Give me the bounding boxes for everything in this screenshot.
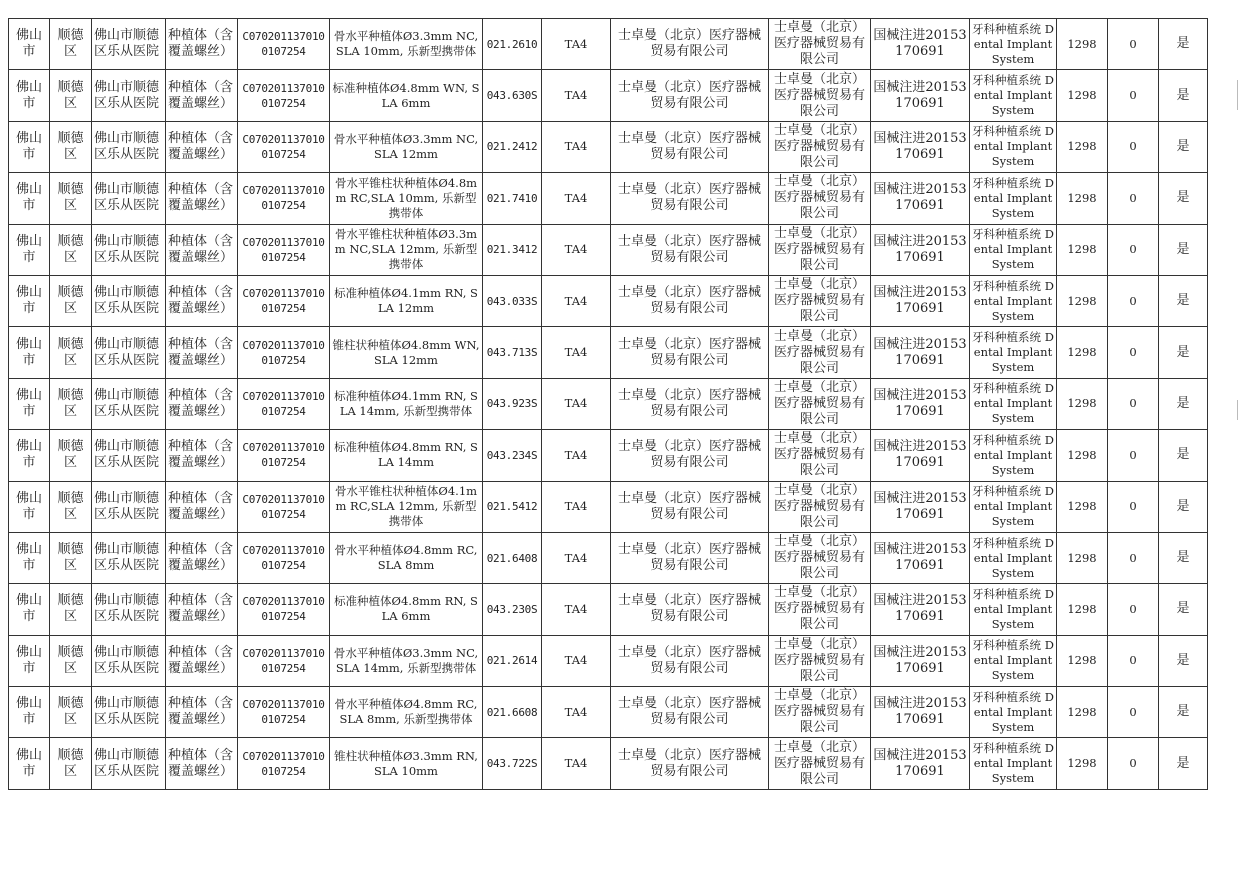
cell-price: 1298 bbox=[1057, 327, 1108, 378]
cell-city: 佛山市 bbox=[9, 481, 50, 532]
cell-flag: 是 bbox=[1159, 70, 1208, 121]
cell-category: 种植体（含覆盖螺丝） bbox=[166, 224, 238, 275]
cell-flag: 是 bbox=[1159, 19, 1208, 70]
cell-qty: 0 bbox=[1108, 378, 1159, 429]
cell-registrant: 士卓曼（北京）医疗器械贸易有限公司 bbox=[769, 224, 871, 275]
cell-spec: TA4 bbox=[542, 70, 611, 121]
cell-city: 佛山市 bbox=[9, 327, 50, 378]
cell-qty: 0 bbox=[1108, 173, 1159, 224]
cell-model: 标准种植体Ø4.1mm RN, SLA 14mm, 乐新型携带体 bbox=[330, 378, 483, 429]
cell-qty: 0 bbox=[1108, 738, 1159, 789]
cell-registrant: 士卓曼（北京）医疗器械贸易有限公司 bbox=[769, 19, 871, 70]
table-row bbox=[9, 121, 1208, 172]
cell-item-no: 043.230S bbox=[483, 584, 542, 635]
cell-city: 佛山市 bbox=[9, 532, 50, 583]
cell-qty: 0 bbox=[1108, 224, 1159, 275]
cell-item-no: 021.2412 bbox=[483, 121, 542, 172]
cell-city: 佛山市 bbox=[9, 70, 50, 121]
cell-product: 牙科种植系统 Dental Implant System bbox=[970, 738, 1057, 789]
cell-model: 标准种植体Ø4.1mm RN, SLA 12mm bbox=[330, 275, 483, 326]
table-row bbox=[9, 19, 1208, 70]
cell-category: 种植体（含覆盖螺丝） bbox=[166, 378, 238, 429]
cell-reg-no: 国械注进20153170691 bbox=[871, 738, 970, 789]
cell-manufacturer: 士卓曼（北京）医疗器械贸易有限公司 bbox=[611, 224, 769, 275]
cell-item-no: 021.7410 bbox=[483, 173, 542, 224]
cell-reg-no: 国械注进20153170691 bbox=[871, 275, 970, 326]
cell-item-no: 021.5412 bbox=[483, 481, 542, 532]
cell-manufacturer: 士卓曼（北京）医疗器械贸易有限公司 bbox=[611, 378, 769, 429]
cell-hospital: 佛山市顺德区乐从医院 bbox=[92, 635, 166, 686]
cell-spec: TA4 bbox=[542, 430, 611, 481]
cell-product: 牙科种植系统 Dental Implant System bbox=[970, 430, 1057, 481]
cell-registrant: 士卓曼（北京）医疗器械贸易有限公司 bbox=[769, 687, 871, 738]
table-row bbox=[9, 378, 1208, 429]
cell-code: C0702011370100107254 bbox=[238, 635, 330, 686]
cell-product: 牙科种植系统 Dental Implant System bbox=[970, 378, 1057, 429]
cell-city: 佛山市 bbox=[9, 275, 50, 326]
cell-city: 佛山市 bbox=[9, 173, 50, 224]
cell-hospital: 佛山市顺德区乐从医院 bbox=[92, 584, 166, 635]
cell-reg-no: 国械注进20153170691 bbox=[871, 70, 970, 121]
cell-model: 标准种植体Ø4.8mm RN, SLA 14mm bbox=[330, 430, 483, 481]
cell-district: 顺德区 bbox=[50, 430, 92, 481]
cell-item-no: 021.3412 bbox=[483, 224, 542, 275]
table-row bbox=[9, 224, 1208, 275]
table-row bbox=[9, 327, 1208, 378]
cell-hospital: 佛山市顺德区乐从医院 bbox=[92, 121, 166, 172]
cell-price: 1298 bbox=[1057, 173, 1108, 224]
cell-category: 种植体（含覆盖螺丝） bbox=[166, 70, 238, 121]
cell-item-no: 043.630S bbox=[483, 70, 542, 121]
cell-category: 种植体（含覆盖螺丝） bbox=[166, 327, 238, 378]
cell-hospital: 佛山市顺德区乐从医院 bbox=[92, 738, 166, 789]
cell-hospital: 佛山市顺德区乐从医院 bbox=[92, 19, 166, 70]
cell-spec: TA4 bbox=[542, 275, 611, 326]
cell-city: 佛山市 bbox=[9, 687, 50, 738]
cell-manufacturer: 士卓曼（北京）医疗器械贸易有限公司 bbox=[611, 327, 769, 378]
cell-reg-no: 国械注进20153170691 bbox=[871, 224, 970, 275]
cell-category: 种植体（含覆盖螺丝） bbox=[166, 19, 238, 70]
cell-qty: 0 bbox=[1108, 275, 1159, 326]
cell-qty: 0 bbox=[1108, 327, 1159, 378]
cell-price: 1298 bbox=[1057, 70, 1108, 121]
cell-manufacturer: 士卓曼（北京）医疗器械贸易有限公司 bbox=[611, 70, 769, 121]
cell-model: 骨水平锥柱状种植体Ø4.8mm RC,SLA 10mm, 乐新型携带体 bbox=[330, 173, 483, 224]
cell-flag: 是 bbox=[1159, 327, 1208, 378]
cell-hospital: 佛山市顺德区乐从医院 bbox=[92, 224, 166, 275]
cell-item-no: 043.033S bbox=[483, 275, 542, 326]
cell-item-no: 021.2610 bbox=[483, 19, 542, 70]
procurement-table bbox=[8, 18, 1208, 790]
cell-manufacturer: 士卓曼（北京）医疗器械贸易有限公司 bbox=[611, 532, 769, 583]
cell-model: 标准种植体Ø4.8mm RN, SLA 6mm bbox=[330, 584, 483, 635]
cell-hospital: 佛山市顺德区乐从医院 bbox=[92, 173, 166, 224]
cell-product: 牙科种植系统 Dental Implant System bbox=[970, 121, 1057, 172]
cell-spec: TA4 bbox=[542, 173, 611, 224]
cell-spec: TA4 bbox=[542, 635, 611, 686]
cell-spec: TA4 bbox=[542, 19, 611, 70]
cell-product: 牙科种植系统 Dental Implant System bbox=[970, 19, 1057, 70]
cell-price: 1298 bbox=[1057, 584, 1108, 635]
cell-spec: TA4 bbox=[542, 532, 611, 583]
cell-reg-no: 国械注进20153170691 bbox=[871, 19, 970, 70]
cell-qty: 0 bbox=[1108, 584, 1159, 635]
cell-registrant: 士卓曼（北京）医疗器械贸易有限公司 bbox=[769, 430, 871, 481]
cell-category: 种植体（含覆盖螺丝） bbox=[166, 635, 238, 686]
cell-registrant: 士卓曼（北京）医疗器械贸易有限公司 bbox=[769, 532, 871, 583]
cell-manufacturer: 士卓曼（北京）医疗器械贸易有限公司 bbox=[611, 584, 769, 635]
cell-product: 牙科种植系统 Dental Implant System bbox=[970, 532, 1057, 583]
cell-flag: 是 bbox=[1159, 430, 1208, 481]
cell-category: 种植体（含覆盖螺丝） bbox=[166, 173, 238, 224]
cell-item-no: 021.6608 bbox=[483, 687, 542, 738]
cell-city: 佛山市 bbox=[9, 19, 50, 70]
table-body bbox=[9, 19, 1208, 790]
cell-item-no: 043.234S bbox=[483, 430, 542, 481]
cell-code: C0702011370100107254 bbox=[238, 121, 330, 172]
cell-price: 1298 bbox=[1057, 532, 1108, 583]
cell-manufacturer: 士卓曼（北京）医疗器械贸易有限公司 bbox=[611, 121, 769, 172]
cell-registrant: 士卓曼（北京）医疗器械贸易有限公司 bbox=[769, 635, 871, 686]
cell-district: 顺德区 bbox=[50, 481, 92, 532]
cell-price: 1298 bbox=[1057, 224, 1108, 275]
cell-model: 锥柱状种植体Ø4.8mm WN, SLA 12mm bbox=[330, 327, 483, 378]
cell-district: 顺德区 bbox=[50, 224, 92, 275]
cell-product: 牙科种植系统 Dental Implant System bbox=[970, 70, 1057, 121]
cell-flag: 是 bbox=[1159, 481, 1208, 532]
cell-code: C0702011370100107254 bbox=[238, 481, 330, 532]
cell-district: 顺德区 bbox=[50, 635, 92, 686]
cell-spec: TA4 bbox=[542, 224, 611, 275]
cell-product: 牙科种植系统 Dental Implant System bbox=[970, 173, 1057, 224]
cell-city: 佛山市 bbox=[9, 378, 50, 429]
cell-item-no: 043.722S bbox=[483, 738, 542, 789]
cell-code: C0702011370100107254 bbox=[238, 584, 330, 635]
cell-city: 佛山市 bbox=[9, 121, 50, 172]
cell-category: 种植体（含覆盖螺丝） bbox=[166, 738, 238, 789]
cell-qty: 0 bbox=[1108, 481, 1159, 532]
cell-product: 牙科种植系统 Dental Implant System bbox=[970, 635, 1057, 686]
cell-product: 牙科种植系统 Dental Implant System bbox=[970, 687, 1057, 738]
cell-product: 牙科种植系统 Dental Implant System bbox=[970, 584, 1057, 635]
cell-spec: TA4 bbox=[542, 738, 611, 789]
cell-category: 种植体（含覆盖螺丝） bbox=[166, 275, 238, 326]
table-row bbox=[9, 584, 1208, 635]
cell-flag: 是 bbox=[1159, 635, 1208, 686]
scan-edge-mark bbox=[1237, 400, 1238, 420]
cell-code: C0702011370100107254 bbox=[238, 224, 330, 275]
cell-model: 锥柱状种植体Ø3.3mm RN, SLA 10mm bbox=[330, 738, 483, 789]
cell-flag: 是 bbox=[1159, 275, 1208, 326]
cell-item-no: 021.2614 bbox=[483, 635, 542, 686]
cell-flag: 是 bbox=[1159, 738, 1208, 789]
cell-district: 顺德区 bbox=[50, 327, 92, 378]
cell-district: 顺德区 bbox=[50, 532, 92, 583]
cell-qty: 0 bbox=[1108, 19, 1159, 70]
cell-price: 1298 bbox=[1057, 121, 1108, 172]
cell-hospital: 佛山市顺德区乐从医院 bbox=[92, 687, 166, 738]
cell-category: 种植体（含覆盖螺丝） bbox=[166, 532, 238, 583]
cell-district: 顺德区 bbox=[50, 275, 92, 326]
cell-model: 骨水平种植体Ø3.3mm NC, SLA 14mm, 乐新型携带体 bbox=[330, 635, 483, 686]
cell-code: C0702011370100107254 bbox=[238, 738, 330, 789]
cell-category: 种植体（含覆盖螺丝） bbox=[166, 584, 238, 635]
cell-qty: 0 bbox=[1108, 121, 1159, 172]
cell-manufacturer: 士卓曼（北京）医疗器械贸易有限公司 bbox=[611, 430, 769, 481]
cell-code: C0702011370100107254 bbox=[238, 532, 330, 583]
table-row bbox=[9, 173, 1208, 224]
cell-spec: TA4 bbox=[542, 687, 611, 738]
cell-price: 1298 bbox=[1057, 378, 1108, 429]
cell-price: 1298 bbox=[1057, 430, 1108, 481]
cell-code: C0702011370100107254 bbox=[238, 378, 330, 429]
cell-price: 1298 bbox=[1057, 481, 1108, 532]
document-page bbox=[8, 18, 1208, 790]
cell-registrant: 士卓曼（北京）医疗器械贸易有限公司 bbox=[769, 275, 871, 326]
cell-qty: 0 bbox=[1108, 635, 1159, 686]
cell-code: C0702011370100107254 bbox=[238, 430, 330, 481]
cell-code: C0702011370100107254 bbox=[238, 19, 330, 70]
cell-product: 牙科种植系统 Dental Implant System bbox=[970, 481, 1057, 532]
cell-manufacturer: 士卓曼（北京）医疗器械贸易有限公司 bbox=[611, 19, 769, 70]
cell-flag: 是 bbox=[1159, 173, 1208, 224]
table-row bbox=[9, 70, 1208, 121]
cell-registrant: 士卓曼（北京）医疗器械贸易有限公司 bbox=[769, 378, 871, 429]
cell-reg-no: 国械注进20153170691 bbox=[871, 532, 970, 583]
cell-code: C0702011370100107254 bbox=[238, 70, 330, 121]
cell-flag: 是 bbox=[1159, 121, 1208, 172]
cell-manufacturer: 士卓曼（北京）医疗器械贸易有限公司 bbox=[611, 275, 769, 326]
cell-category: 种植体（含覆盖螺丝） bbox=[166, 481, 238, 532]
cell-city: 佛山市 bbox=[9, 224, 50, 275]
cell-manufacturer: 士卓曼（北京）医疗器械贸易有限公司 bbox=[611, 738, 769, 789]
cell-hospital: 佛山市顺德区乐从医院 bbox=[92, 481, 166, 532]
cell-district: 顺德区 bbox=[50, 70, 92, 121]
cell-reg-no: 国械注进20153170691 bbox=[871, 635, 970, 686]
cell-registrant: 士卓曼（北京）医疗器械贸易有限公司 bbox=[769, 738, 871, 789]
cell-city: 佛山市 bbox=[9, 430, 50, 481]
cell-district: 顺德区 bbox=[50, 173, 92, 224]
cell-product: 牙科种植系统 Dental Implant System bbox=[970, 224, 1057, 275]
cell-product: 牙科种植系统 Dental Implant System bbox=[970, 327, 1057, 378]
cell-qty: 0 bbox=[1108, 687, 1159, 738]
cell-spec: TA4 bbox=[542, 378, 611, 429]
cell-registrant: 士卓曼（北京）医疗器械贸易有限公司 bbox=[769, 70, 871, 121]
cell-code: C0702011370100107254 bbox=[238, 275, 330, 326]
cell-district: 顺德区 bbox=[50, 738, 92, 789]
table-row bbox=[9, 481, 1208, 532]
cell-flag: 是 bbox=[1159, 584, 1208, 635]
cell-qty: 0 bbox=[1108, 532, 1159, 583]
cell-reg-no: 国械注进20153170691 bbox=[871, 584, 970, 635]
cell-model: 骨水平锥柱状种植体Ø4.1mm RC,SLA 12mm, 乐新型携带体 bbox=[330, 481, 483, 532]
cell-hospital: 佛山市顺德区乐从医院 bbox=[92, 532, 166, 583]
cell-price: 1298 bbox=[1057, 19, 1108, 70]
table-row bbox=[9, 430, 1208, 481]
cell-reg-no: 国械注进20153170691 bbox=[871, 430, 970, 481]
cell-hospital: 佛山市顺德区乐从医院 bbox=[92, 275, 166, 326]
cell-reg-no: 国械注进20153170691 bbox=[871, 481, 970, 532]
cell-city: 佛山市 bbox=[9, 635, 50, 686]
cell-district: 顺德区 bbox=[50, 378, 92, 429]
cell-model: 骨水平种植体Ø3.3mm NC, SLA 12mm bbox=[330, 121, 483, 172]
cell-spec: TA4 bbox=[542, 481, 611, 532]
cell-flag: 是 bbox=[1159, 378, 1208, 429]
cell-reg-no: 国械注进20153170691 bbox=[871, 173, 970, 224]
cell-district: 顺德区 bbox=[50, 121, 92, 172]
cell-spec: TA4 bbox=[542, 121, 611, 172]
cell-price: 1298 bbox=[1057, 275, 1108, 326]
cell-code: C0702011370100107254 bbox=[238, 173, 330, 224]
cell-product: 牙科种植系统 Dental Implant System bbox=[970, 275, 1057, 326]
cell-manufacturer: 士卓曼（北京）医疗器械贸易有限公司 bbox=[611, 173, 769, 224]
cell-model: 骨水平种植体Ø4.8mm RC, SLA 8mm, 乐新型携带体 bbox=[330, 687, 483, 738]
cell-district: 顺德区 bbox=[50, 687, 92, 738]
cell-price: 1298 bbox=[1057, 738, 1108, 789]
cell-manufacturer: 士卓曼（北京）医疗器械贸易有限公司 bbox=[611, 687, 769, 738]
cell-hospital: 佛山市顺德区乐从医院 bbox=[92, 378, 166, 429]
cell-category: 种植体（含覆盖螺丝） bbox=[166, 430, 238, 481]
table-row bbox=[9, 532, 1208, 583]
cell-price: 1298 bbox=[1057, 635, 1108, 686]
cell-city: 佛山市 bbox=[9, 738, 50, 789]
cell-registrant: 士卓曼（北京）医疗器械贸易有限公司 bbox=[769, 327, 871, 378]
cell-hospital: 佛山市顺德区乐从医院 bbox=[92, 327, 166, 378]
cell-flag: 是 bbox=[1159, 687, 1208, 738]
cell-spec: TA4 bbox=[542, 584, 611, 635]
cell-district: 顺德区 bbox=[50, 19, 92, 70]
cell-price: 1298 bbox=[1057, 687, 1108, 738]
cell-model: 骨水平锥柱状种植体Ø3.3mm NC,SLA 12mm, 乐新型携带体 bbox=[330, 224, 483, 275]
cell-category: 种植体（含覆盖螺丝） bbox=[166, 687, 238, 738]
cell-flag: 是 bbox=[1159, 224, 1208, 275]
cell-flag: 是 bbox=[1159, 532, 1208, 583]
cell-code: C0702011370100107254 bbox=[238, 687, 330, 738]
table-row bbox=[9, 687, 1208, 738]
cell-registrant: 士卓曼（北京）医疗器械贸易有限公司 bbox=[769, 121, 871, 172]
cell-manufacturer: 士卓曼（北京）医疗器械贸易有限公司 bbox=[611, 635, 769, 686]
cell-district: 顺德区 bbox=[50, 584, 92, 635]
cell-manufacturer: 士卓曼（北京）医疗器械贸易有限公司 bbox=[611, 481, 769, 532]
scan-edge-mark bbox=[1237, 80, 1238, 110]
cell-city: 佛山市 bbox=[9, 584, 50, 635]
cell-item-no: 043.713S bbox=[483, 327, 542, 378]
cell-model: 骨水平种植体Ø3.3mm NC, SLA 10mm, 乐新型携带体 bbox=[330, 19, 483, 70]
cell-model: 标准种植体Ø4.8mm WN, SLA 6mm bbox=[330, 70, 483, 121]
table-row bbox=[9, 635, 1208, 686]
cell-qty: 0 bbox=[1108, 70, 1159, 121]
cell-item-no: 021.6408 bbox=[483, 532, 542, 583]
cell-reg-no: 国械注进20153170691 bbox=[871, 687, 970, 738]
table-row bbox=[9, 738, 1208, 789]
cell-registrant: 士卓曼（北京）医疗器械贸易有限公司 bbox=[769, 481, 871, 532]
table-row bbox=[9, 275, 1208, 326]
cell-hospital: 佛山市顺德区乐从医院 bbox=[92, 430, 166, 481]
cell-category: 种植体（含覆盖螺丝） bbox=[166, 121, 238, 172]
cell-registrant: 士卓曼（北京）医疗器械贸易有限公司 bbox=[769, 584, 871, 635]
cell-spec: TA4 bbox=[542, 327, 611, 378]
cell-qty: 0 bbox=[1108, 430, 1159, 481]
cell-code: C0702011370100107254 bbox=[238, 327, 330, 378]
cell-reg-no: 国械注进20153170691 bbox=[871, 121, 970, 172]
cell-registrant: 士卓曼（北京）医疗器械贸易有限公司 bbox=[769, 173, 871, 224]
cell-reg-no: 国械注进20153170691 bbox=[871, 327, 970, 378]
cell-model: 骨水平种植体Ø4.8mm RC, SLA 8mm bbox=[330, 532, 483, 583]
cell-reg-no: 国械注进20153170691 bbox=[871, 378, 970, 429]
cell-hospital: 佛山市顺德区乐从医院 bbox=[92, 70, 166, 121]
cell-item-no: 043.923S bbox=[483, 378, 542, 429]
